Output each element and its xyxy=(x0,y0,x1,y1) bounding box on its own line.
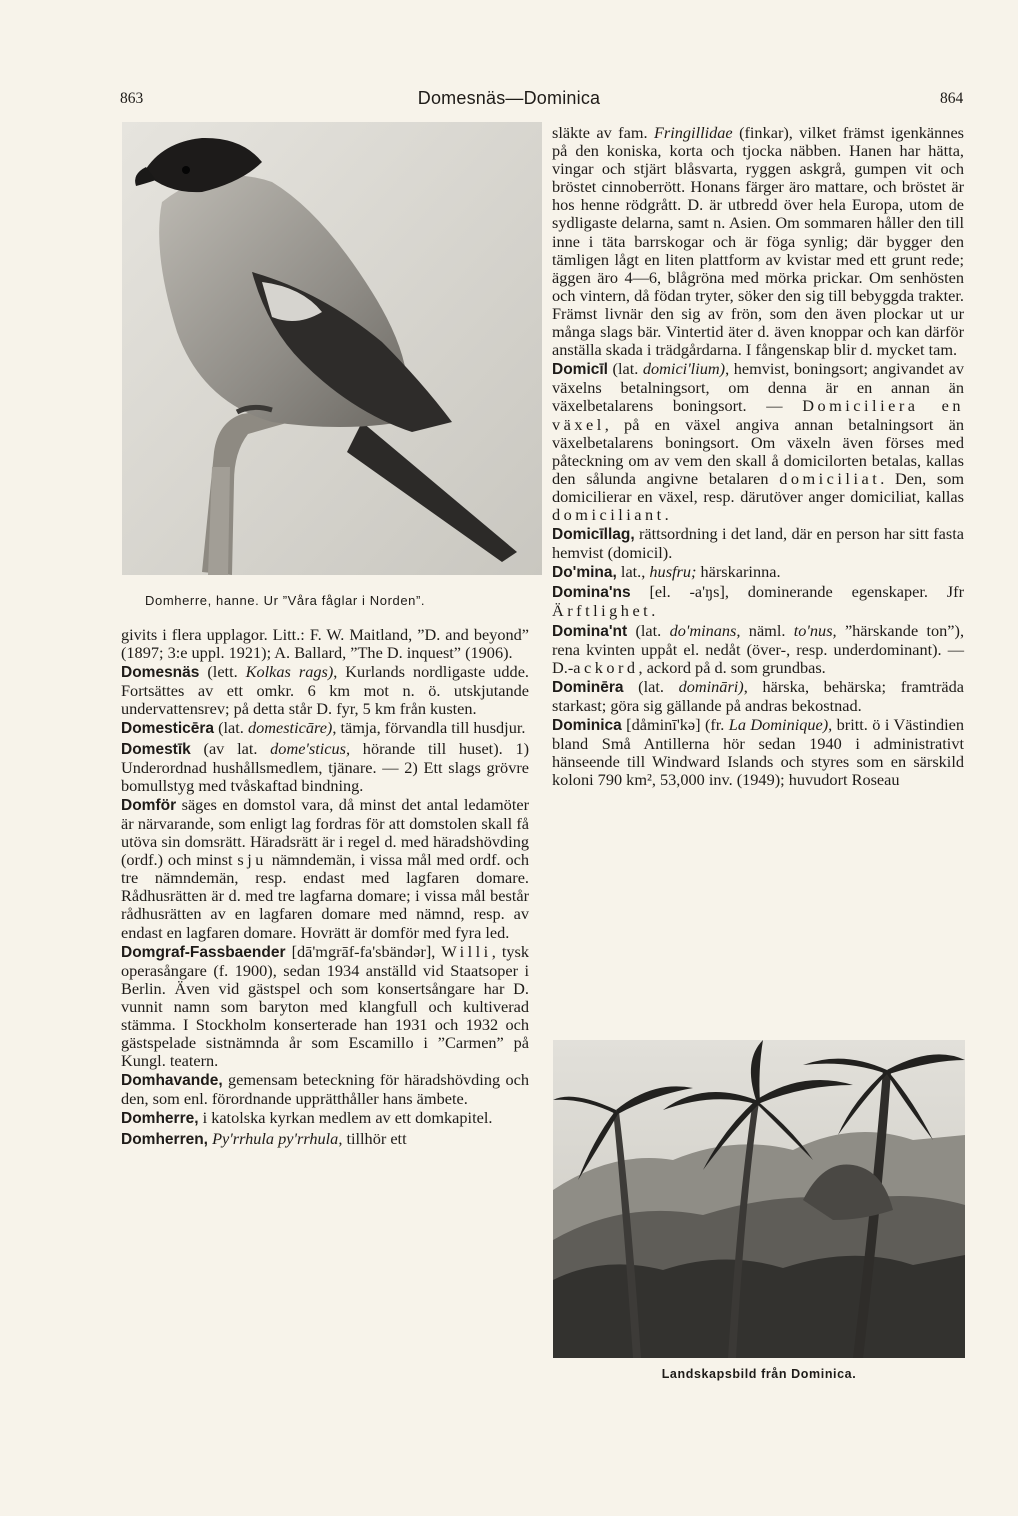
entry-spaced: Domiciliera en växel xyxy=(552,396,964,434)
entry-italic: to'nus, xyxy=(793,620,837,640)
landscape-caption: Landskapsbild från Dominica. xyxy=(661,1367,857,1381)
headword: Domestīk xyxy=(121,740,191,758)
right-column xyxy=(552,124,964,789)
continued-paragraph xyxy=(552,124,964,359)
entry-text: , hemvist, boningsort; angivandet av växelns betalningsort, om denna är en annan än växelbetalarens boningsort. — xyxy=(552,359,964,416)
headword: Dominēra xyxy=(552,678,624,696)
entry-italic: dome'sticus, xyxy=(270,738,351,758)
page-number-left: 863 xyxy=(120,90,144,107)
entry-domgraf xyxy=(121,943,529,1071)
entry-text: , ackord på d. som grundbas. xyxy=(638,657,826,677)
entry-text: (lat. xyxy=(627,620,670,640)
entry-text: . Den, som domicilierar en växel, resp. därutöver anger domiciliat, kallas xyxy=(552,468,965,506)
entry-text: , på en växel angiva annan betalningsort än växelbetalarens boningsort. Om växeln även förses med påteckning om av vem den skall å domicilorten betalas, kallas den sålunda angivne betalaren xyxy=(552,414,964,488)
bullfinch-illustration xyxy=(122,122,542,575)
entry-italic: py'rrhula, xyxy=(278,1128,343,1148)
dominica-landscape-photo xyxy=(553,1040,965,1358)
headword: Domför xyxy=(121,796,177,814)
page-number-right: 864 xyxy=(940,90,964,107)
entry-text: [el. -a'ŋs], dominerande egenskaper. Jfr xyxy=(630,582,964,602)
entry-domherren xyxy=(121,1130,529,1149)
entry-text: [dā'mgrāf-fa'sbändər], xyxy=(285,941,442,961)
entry-text: (lett. xyxy=(199,662,246,682)
entry-text: britt. ö i Västindien bland Små Antillerna hör sedan 1940 i administrativt hänseende till Windward Islands och styres som en särskild koloni 790 km², 53,000 inv. (1949); huvudort Roseau xyxy=(552,715,964,790)
entry-italic: domināri) xyxy=(678,676,744,696)
entry-text: lat., xyxy=(616,562,650,582)
headword: Domina'nt xyxy=(552,622,628,640)
headword: Domicīl xyxy=(552,361,608,379)
entry-italic: husfru; xyxy=(649,562,697,582)
entry-dominica xyxy=(552,716,964,789)
headword: Domgraf-Fassbaender xyxy=(121,943,286,961)
entry-spaced: Ärftlighet xyxy=(552,601,652,621)
landscape-illustration xyxy=(553,1040,965,1358)
entry-text: rättsordning i det land, där en person har sitt fasta hemvist (domicil). xyxy=(552,524,964,563)
entry-domestik xyxy=(121,740,529,795)
entry-spaced: domiciliat xyxy=(779,468,881,488)
entry-text: gemensam beteckning för häradshövding och den, som enl. förordnande upprätthåller hans ämbete. xyxy=(121,1070,529,1109)
entry-italic: Py'rrhula xyxy=(212,1128,275,1148)
entry-text: , tysk operasångare (f. 1900), sedan 1934 anställd vid Staatsoper i Berlin. Även vid gästspel och som konsertsångare har D. vunnit namn som baryton med klangfull och kultiverad stämma. I Stockholm konserterade han 1931 och 1932 och gästspelade sistnämnda år som Escamillo i ”Carmen” på Kungl. teatern. xyxy=(121,941,529,1071)
entry-text: i katolska kyrkan medlem av ett domkapitel. xyxy=(198,1108,493,1128)
entry-domesnas xyxy=(121,663,529,718)
entry-text: säges en domstol vara, då minst det antal ledamöter är närvarande, som enligt lag fordras för att domstolen skall få utöva sin domsrätt. Häradsrätt är i regel d. med häradshövding (ordf.) och minst xyxy=(121,794,529,870)
headword: Do'mina, xyxy=(552,564,617,582)
entry-italic: do'minans, xyxy=(669,620,741,640)
entry-text: [dåminī'kə] (fr. xyxy=(621,715,729,734)
headword: Dominica xyxy=(552,717,622,734)
entry-domhavande xyxy=(121,1071,529,1108)
entry-text: nämndemän, i vissa mål med ordf. och tre nämndemän, resp. endast med lagfaren domare. Rådhusrätten är d. med tre lagfarna domare; i vissa mål består rådhusrätten av en lagfaren domare med nämnd, resp. av endast en lagfaren domare. Hovrätt är domför med fyra led. xyxy=(121,850,529,942)
continued-paragraph: givits i flera upplagor. Litt.: F. W. Maitland, ”D. and beyond” (1897; 3:e uppl. 1921); A. Ballard, ”The D. inquest” (1906). xyxy=(121,625,529,663)
left-column xyxy=(121,626,529,1149)
entry-domina xyxy=(552,563,964,582)
entry-text: (lat. xyxy=(214,718,248,738)
headword: Domesnäs xyxy=(121,664,200,682)
headword: Domesticēra xyxy=(121,720,215,738)
running-title: Domesnäs—Dominica xyxy=(417,88,601,108)
entry-text: ”härskande ton”), rena kvinten uppåt el. nedåt (över-, resp. underdominant). — D.- xyxy=(552,620,965,677)
entry-text: (lat. xyxy=(607,359,643,379)
entry-text: , tämja, förvandla till husdjur. xyxy=(332,718,526,738)
entry-text: näml. xyxy=(740,620,794,640)
entry-dominans xyxy=(552,583,964,620)
entry-domfor xyxy=(121,796,529,942)
entry-text: (finkar), vilket främst igenkännes på den koniska, korta och tjocka näbben. Hanen har hätta, vingar och stjärt blåsvarta, ryggen askgrå, gumpen vit och bröstet cinnoberrött. Honans färger äro mattare, och bröstet är hos henne rödgrått. D. är utbredd över hela Europa, utom de sydligaste delarna, samt n. Asien. Om sommaren håller den till inne i täta barrskogar och är föga synlig; där bygger den tämligen lågt en liten plattform av kvistar med ett grunt rede; äggen äro 4—6, blågröna med mörka prickar. Om senhösten och vintern, då födan tryter, söker den sig till bebyggda trakter. Främst livnär den sig av frön, som den även plockar ut ur många slags bär. Vintertid äter d. även knoppar och kan därför anställa skada i trädgårdarna. I fångenskap blir d. mycket tam. xyxy=(552,123,965,360)
entry-domherre xyxy=(121,1109,529,1128)
headword: Domicīllag, xyxy=(552,526,635,544)
entry-domicil xyxy=(552,360,964,524)
entry-italic: Kolkas rags) xyxy=(245,662,334,682)
bullfinch-photo xyxy=(122,122,542,575)
entry-spaced: ackord xyxy=(573,657,639,677)
headword: Domina'ns xyxy=(552,584,631,602)
entry-italic: Fringillidae xyxy=(653,123,733,142)
entry-spaced: domiciliant xyxy=(552,504,665,524)
entry-italic: domici'lium) xyxy=(642,359,726,379)
entry-text: . xyxy=(664,504,669,524)
entry-dominera xyxy=(552,678,964,715)
entry-text: , Kurlands nordligaste udde. Fortsättes av ett omkr. 6 km mot n. ö. utskjutande undervattensrev; på detta står D. fyr, 5 km från kusten. xyxy=(121,662,529,719)
entry-italic: domesticāre) xyxy=(247,718,333,738)
entry-spaced: Willi xyxy=(441,941,492,961)
entry-text: släkte av fam. xyxy=(552,123,654,142)
headword: Domherre, xyxy=(121,1110,199,1128)
headword: Domhavande, xyxy=(121,1072,223,1090)
entry-text: (lat. xyxy=(623,676,679,696)
entry-text: hörande till huset). 1) Underordnad hushållsmedlem, tjänare. — 2) Ett slags grövre bomullstyg med tvåskaftad bindning. xyxy=(121,738,530,795)
entry-domesticera xyxy=(121,719,529,738)
entry-text: . xyxy=(651,601,656,621)
headword: Domherren, xyxy=(121,1130,208,1148)
entry-text: tillhör ett xyxy=(342,1128,407,1148)
bullfinch-caption: Domherre, hanne. Ur ”Våra fåglar i Norden”. xyxy=(145,593,426,608)
entry-text: , härska, behärska; framträda starkast; göra sig gällande på andras bekostnad. xyxy=(552,676,964,715)
entry-italic: La Dominique), xyxy=(728,715,833,734)
entry-dominant xyxy=(552,622,964,677)
entry-text: härskarinna. xyxy=(696,562,781,582)
entry-domicillag xyxy=(552,525,964,562)
entry-spaced: sju xyxy=(237,850,267,870)
entry-text: (av lat. xyxy=(190,738,271,758)
